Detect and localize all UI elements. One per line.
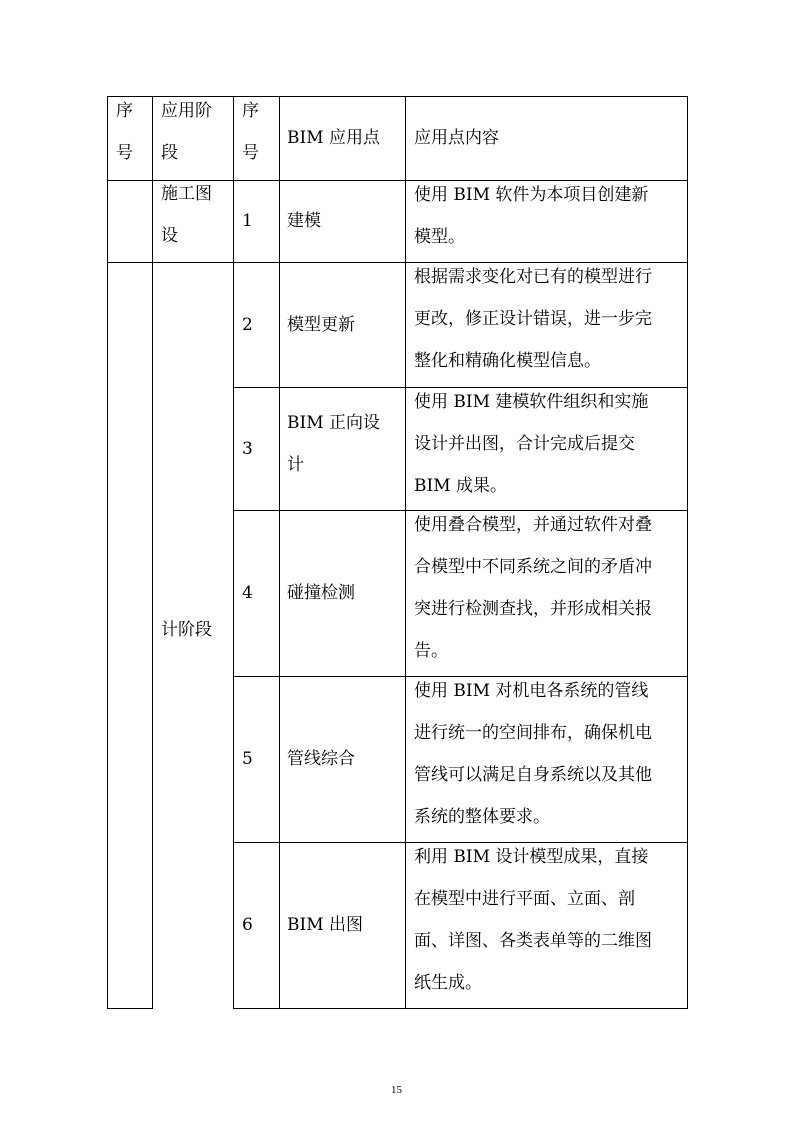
row-point: 管线综合 xyxy=(287,749,355,769)
stage-label-top: 施工图 设 xyxy=(161,184,212,246)
row-content: 根据需求变化对已有的模型进行 更改，修正设计错误，进一步完 整化和精确化模型信息。 xyxy=(414,267,652,371)
header-stage: 应用阶 段 xyxy=(161,101,212,163)
row-number: 5 xyxy=(242,749,253,769)
table-line xyxy=(233,1008,688,1009)
row-point: 模型更新 xyxy=(287,314,355,335)
row-content: 使用 BIM 软件为本项目创建新 模型。 xyxy=(414,185,649,247)
table-line xyxy=(233,96,234,1008)
table-line xyxy=(107,96,108,1008)
header-seq-a: 序 号 xyxy=(116,101,133,163)
stage-label-bottom: 计阶段 xyxy=(161,620,212,640)
row-number: 6 xyxy=(242,915,253,935)
table-line xyxy=(152,96,153,1008)
row-point: 碰撞检测 xyxy=(287,583,355,603)
row-point: BIM 正向设 计 xyxy=(287,413,381,475)
table-line xyxy=(405,96,406,1008)
table-line xyxy=(279,96,280,1008)
row-number: 4 xyxy=(242,583,253,603)
row-number: 3 xyxy=(242,438,253,459)
row-content: 利用 BIM 设计模型成果，直接 在模型中进行平面、立面、剖 面、详图、各类表单等的二维图 纸生成。 xyxy=(414,847,652,993)
header-seq-b: 序 号 xyxy=(242,101,259,163)
page-number: 15 xyxy=(391,1084,402,1096)
header-point: BIM 应用点 xyxy=(287,128,381,148)
row-point: 建模 xyxy=(287,211,321,231)
row-number: 2 xyxy=(242,314,253,335)
row-point: BIM 出图 xyxy=(287,915,364,935)
row-content: 使用叠合模型，并通过软件对叠 合模型中不同系统之间的矛盾冲 突进行检测查找，并形成相关报 告。 xyxy=(414,515,652,661)
header-content: 应用点内容 xyxy=(414,128,499,148)
row-number: 1 xyxy=(242,211,253,231)
table-line xyxy=(687,96,688,1008)
row-content: 使用 BIM 建模软件组织和实施 设计并出图，合计完成后提交 BIM 成果。 xyxy=(414,392,649,496)
table-line xyxy=(107,1008,153,1009)
row-content: 使用 BIM 对机电各系统的管线 进行统一的空间排布，确保机电 管线可以满足自身系统以及其他 系统的整体要求。 xyxy=(414,681,652,827)
